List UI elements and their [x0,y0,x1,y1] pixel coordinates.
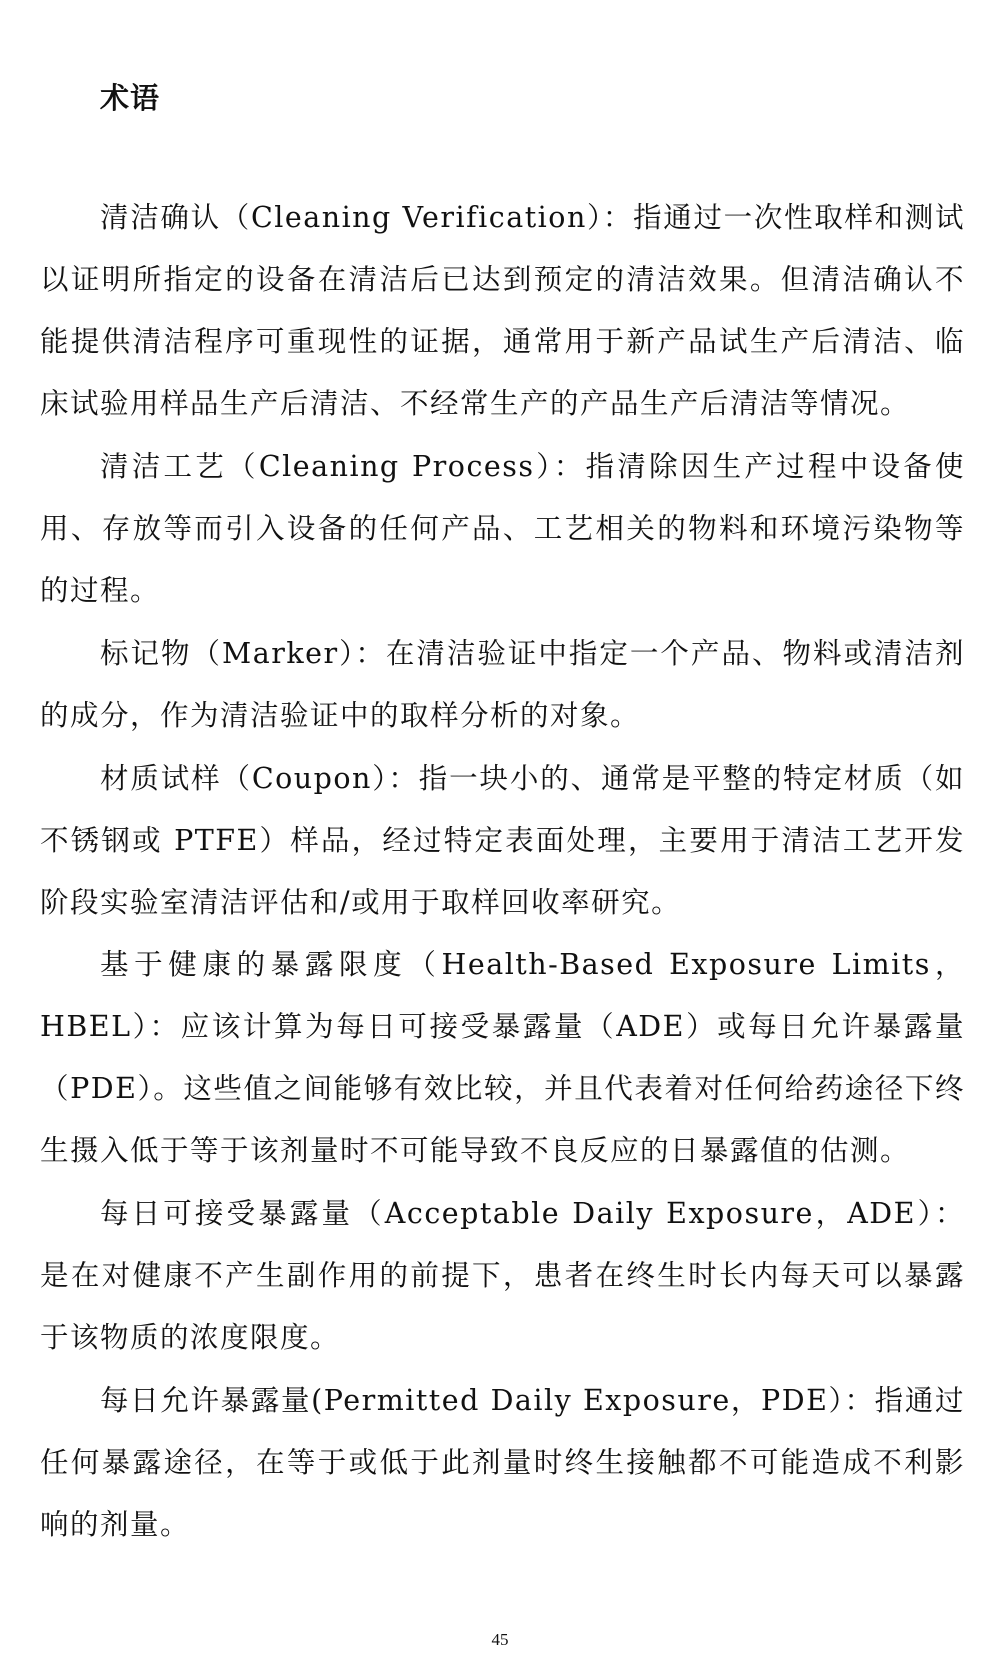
term-pde: 每日允许暴露量(Permitted Daily Exposure，PDE）：指通过任何暴露途径，在等于或低于此剂量时终生接触都不可能造成不利影响的剂量。 [40,1384,965,1541]
term-ade: 每日可接受暴露量（Acceptable Daily Exposure，ADE）：是在对健康不产生副作用的前提下，患者在终生时长内每天可以暴露于该物质的浓度限度。 [40,1197,965,1354]
term-hbel: 基于健康的暴露限度（Health-Based Exposure Limits，HBEL）：应该计算为每日可接受暴露量（ADE）或每日允许暴露量（PDE）。这些值之间能够有效比较，并且代表着对任何给药途径下终生摄入低于等于该剂量时不可能导致不良反应的日暴露值的估测。 [40,948,965,1167]
page-number: 45 [491,1630,509,1649]
term-marker: 标记物（Marker）：在清洁验证中指定一个产品、物料或清洁剂的成分，作为清洁验证中的取样分析的对象。 [40,637,965,732]
section-heading: 术语 [100,81,161,115]
term-cleaning-verification: 清洁确认（Cleaning Verification）：指通过一次性取样和测试以证明所指定的设备在清洁后已达到预定的清洁效果。但清洁确认不能提供清洁程序可重现性的证据，通常用于新产品试生产后清洁、临床试验用样品生产后清洁、不经常生产的产品生产后清洁等情况。 [40,201,965,420]
term-coupon: 材质试样（Coupon）：指一块小的、通常是平整的特定材质（如不锈钢或 PTFE）样品，经过特定表面处理，主要用于清洁工艺开发阶段实验室清洁评估和/或用于取样回收率研究。 [40,762,965,919]
term-cleaning-process: 清洁工艺（Cleaning Process）：指清除因生产过程中设备使用、存放等而引入设备的任何产品、工艺相关的物料和环境污染物等的过程。 [40,450,965,607]
